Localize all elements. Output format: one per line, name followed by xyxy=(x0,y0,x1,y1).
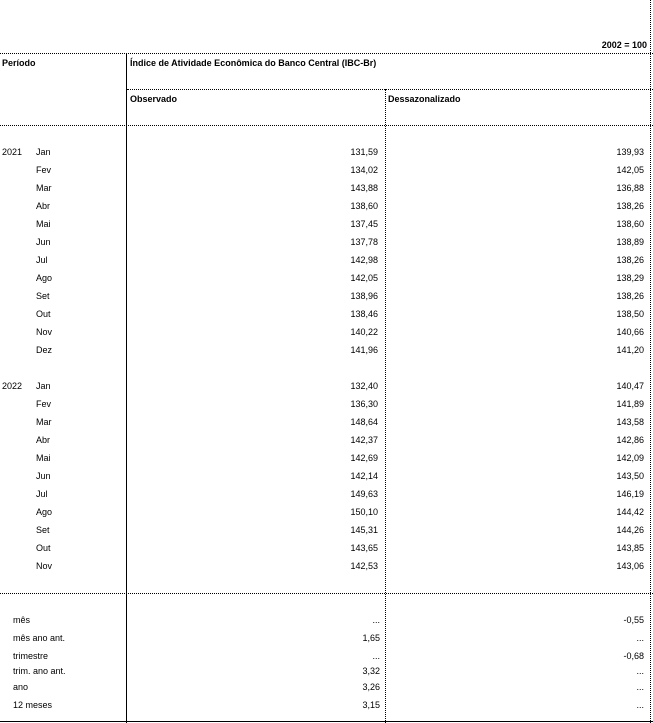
variation-seasonal: ... xyxy=(636,666,644,676)
table-bottom-line xyxy=(0,721,653,722)
month-label: Mai xyxy=(36,453,51,463)
variation-seasonal: ... xyxy=(636,700,644,710)
variations-divider xyxy=(0,593,653,594)
seasonal-value: 143,58 xyxy=(616,417,644,427)
year-label: 2022 xyxy=(2,381,23,391)
variation-observed: ... xyxy=(372,615,380,625)
month-label: Out xyxy=(36,543,51,553)
month-label: Jul xyxy=(36,255,48,265)
month-label: Mar xyxy=(36,417,52,427)
observed-value: 150,10 xyxy=(350,507,378,517)
observed-value: 132,40 xyxy=(350,381,378,391)
month-label: Jun xyxy=(36,237,51,247)
base-note: 2002 = 100 xyxy=(601,40,647,50)
month-label: Jan xyxy=(36,381,51,391)
variation-observed: 1,65 xyxy=(362,633,380,643)
variation-seasonal: ... xyxy=(636,633,644,643)
seasonal-value: 144,26 xyxy=(616,525,644,535)
observed-value: 138,60 xyxy=(350,201,378,211)
observed-value: 142,05 xyxy=(350,273,378,283)
year-label: 2021 xyxy=(2,147,23,157)
seasonal-value: 142,05 xyxy=(616,165,644,175)
observed-value: 141,96 xyxy=(350,345,378,355)
seasonal-value: 144,42 xyxy=(616,507,644,517)
month-label: Abr xyxy=(36,435,51,445)
col-line-right xyxy=(650,0,651,723)
observed-value: 138,46 xyxy=(350,309,378,319)
observed-value: 142,98 xyxy=(350,255,378,265)
seasonal-value: 138,26 xyxy=(616,201,644,211)
variation-observed: 3,32 xyxy=(362,666,380,676)
seasonal-value: 141,89 xyxy=(616,399,644,409)
seasonal-value: 138,26 xyxy=(616,255,644,265)
variation-seasonal: -0,55 xyxy=(623,615,644,625)
col-line-mid xyxy=(385,89,386,723)
month-label: Dez xyxy=(36,345,53,355)
seasonal-value: 138,50 xyxy=(616,309,644,319)
seasonal-value: 146,19 xyxy=(616,489,644,499)
month-label: Jul xyxy=(36,489,48,499)
seasonal-value: 140,66 xyxy=(616,327,644,337)
observed-value: 145,31 xyxy=(350,525,378,535)
observed-value: 142,14 xyxy=(350,471,378,481)
month-label: Mai xyxy=(36,219,51,229)
variation-label: mês xyxy=(13,615,31,625)
month-label: Fev xyxy=(36,165,52,175)
observed-value: 142,69 xyxy=(350,453,378,463)
observed-value: 143,65 xyxy=(350,543,378,553)
month-label: Set xyxy=(36,525,50,535)
observed-value: 137,78 xyxy=(350,237,378,247)
seasonal-value: 138,89 xyxy=(616,237,644,247)
month-label: Ago xyxy=(36,273,53,283)
month-label: Nov xyxy=(36,327,53,337)
month-label: Out xyxy=(36,309,51,319)
month-label: Fev xyxy=(36,399,52,409)
seasonal-value: 138,26 xyxy=(616,291,644,301)
month-label: Jan xyxy=(36,147,51,157)
seasonal-value: 140,47 xyxy=(616,381,644,391)
month-label: Mar xyxy=(36,183,52,193)
observed-value: 143,88 xyxy=(350,183,378,193)
observed-value: 131,59 xyxy=(350,147,378,157)
seasonal-value: 142,09 xyxy=(616,453,644,463)
variation-label: ano xyxy=(13,682,29,692)
index-title: Índice de Atividade Econômica do Banco Central (IBC-Br) xyxy=(130,58,377,68)
variation-observed: ... xyxy=(372,651,380,661)
month-label: Abr xyxy=(36,201,51,211)
observed-value: 134,02 xyxy=(350,165,378,175)
month-label: Set xyxy=(36,291,50,301)
seasonal-value: 138,60 xyxy=(616,219,644,229)
observed-value: 137,45 xyxy=(350,219,378,229)
observed-value: 142,53 xyxy=(350,561,378,571)
observed-header: Observado xyxy=(130,94,178,104)
seasonal-value: 138,29 xyxy=(616,273,644,283)
observed-value: 136,30 xyxy=(350,399,378,409)
header-top-divider xyxy=(0,53,653,54)
seasonal-header: Dessazonalizado xyxy=(388,94,461,104)
seasonal-value: 139,93 xyxy=(616,147,644,157)
seasonal-value: 136,88 xyxy=(616,183,644,193)
month-label: Nov xyxy=(36,561,53,571)
variation-observed: 3,26 xyxy=(362,682,380,692)
seasonal-value: 142,86 xyxy=(616,435,644,445)
variation-seasonal: -0,68 xyxy=(623,651,644,661)
observed-value: 149,63 xyxy=(350,489,378,499)
month-label: Jun xyxy=(36,471,51,481)
variation-label: mês ano ant. xyxy=(13,633,66,643)
col-line-left xyxy=(126,53,127,723)
observed-value: 142,37 xyxy=(350,435,378,445)
variation-label: 12 meses xyxy=(13,700,53,710)
index-subheader-divider xyxy=(127,89,653,90)
variation-label: trimestre xyxy=(13,651,49,661)
variation-observed: 3,15 xyxy=(362,700,380,710)
seasonal-value: 141,20 xyxy=(616,345,644,355)
variation-seasonal: ... xyxy=(636,682,644,692)
seasonal-value: 143,85 xyxy=(616,543,644,553)
seasonal-value: 143,50 xyxy=(616,471,644,481)
observed-value: 140,22 xyxy=(350,327,378,337)
header-bottom-divider xyxy=(0,125,653,126)
observed-value: 148,64 xyxy=(350,417,378,427)
variation-label: trim. ano ant. xyxy=(13,666,66,676)
observed-value: 138,96 xyxy=(350,291,378,301)
period-header: Período xyxy=(2,58,36,68)
seasonal-value: 143,06 xyxy=(616,561,644,571)
month-label: Ago xyxy=(36,507,53,517)
